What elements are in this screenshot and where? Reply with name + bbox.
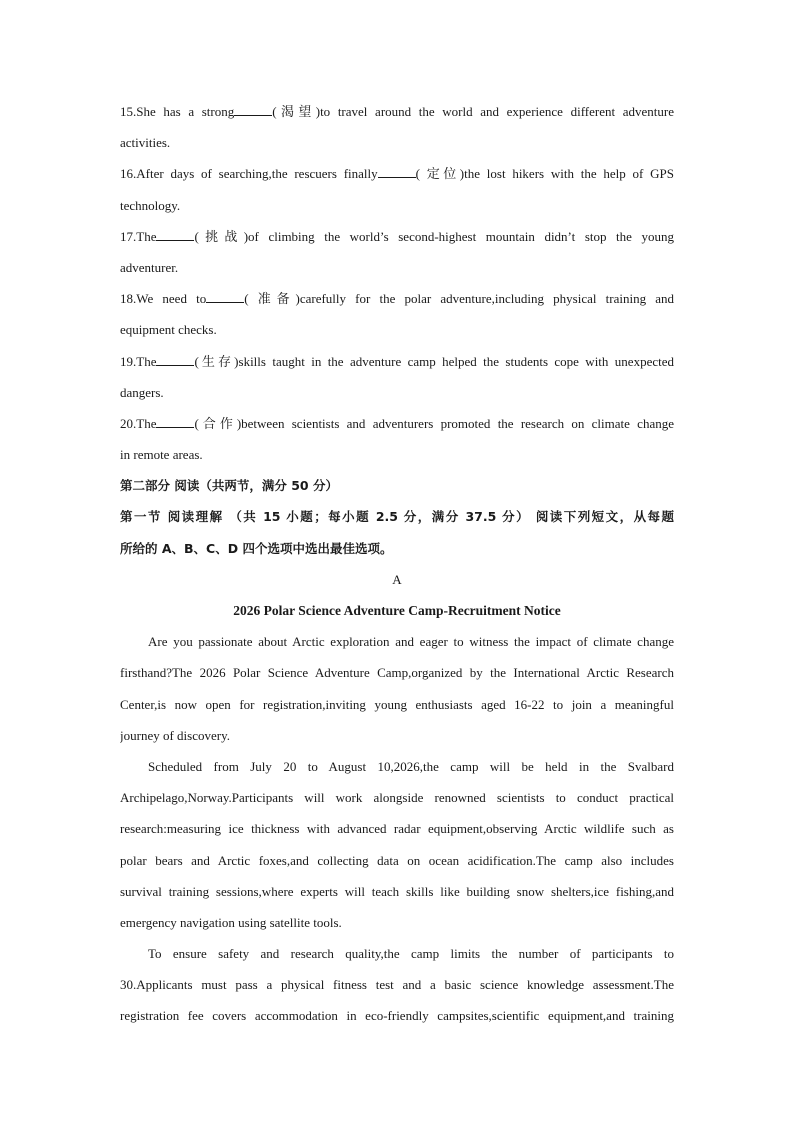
- paragraph-1-line: firsthand?The 2026 Polar Science Adventure Camp,organized by the International Arctic Research: [120, 665, 674, 681]
- question-17-continued: adventurer.: [120, 259, 179, 275]
- section-instructions: 所给的 A、B、C、D 四个选项中选出最佳选项。: [120, 540, 393, 556]
- question-18-text: ( 准备)carefully for the polar adventure,including physical training and: [244, 291, 674, 307]
- answer-blank-16[interactable]: [378, 166, 416, 178]
- paragraph-3-line: 30.Applicants must pass a physical fitness test and a basic science knowledge assessment.The: [120, 977, 674, 993]
- question-15-prefix: 15.She has a strong: [120, 104, 235, 119]
- question-15-continued: activities.: [120, 135, 171, 151]
- question-20-prefix: 20.The: [120, 415, 157, 431]
- question-15: [120, 96, 674, 127]
- part-heading: 第二部分 阅读（共两节，满分 50 分）: [120, 478, 338, 494]
- answer-blank-19[interactable]: [156, 354, 194, 366]
- question-20-text: (合作)between scientists and adventurers promoted the research on climate change: [194, 415, 674, 431]
- question-18-prefix: 18.We need to: [120, 291, 207, 307]
- answer-blank-20[interactable]: [156, 416, 194, 428]
- question-19: [120, 346, 674, 377]
- passage-title: 2026 Polar Science Adventure Camp-Recruitment Notice: [233, 603, 561, 618]
- document-page: [120, 96, 674, 1032]
- question-16-prefix: 16.After days of searching,the rescuers finally: [120, 166, 378, 182]
- question-16: [120, 158, 674, 189]
- paragraph-2-line: survival training sessions,where experts will teach skills like building snow shelters,ice fishing,and: [120, 883, 674, 899]
- paragraph-2-line: Scheduled from July 20 to August 10,2026,the camp will be held in the Svalbard: [148, 758, 674, 774]
- paragraph-3-line: To ensure safety and research quality,the camp limits the number of participants to: [148, 946, 674, 962]
- question-17: [120, 221, 674, 252]
- passage-letter: A: [392, 571, 402, 587]
- section-heading: 第一节 阅读理解 （共 15 小题；每小题 2.5 分，满分 37.5 分） 阅读下列短文，从每题: [120, 509, 674, 525]
- paragraph-1-line: journey of discovery.: [120, 727, 230, 743]
- paragraph-2-line: polar bears and Arctic foxes,and collecting data on ocean acidification.The camp also includes: [120, 852, 674, 868]
- question-16-text: ( 定位)the lost hikers with the help of GPS: [415, 166, 674, 182]
- question-19-continued: dangers.: [120, 384, 164, 400]
- question-19-prefix: 19.The: [120, 353, 157, 369]
- answer-blank-18[interactable]: [206, 291, 244, 303]
- question-16-continued: technology.: [120, 197, 181, 213]
- question-18: [120, 283, 674, 314]
- paragraph-3-line: registration fee covers accommodation in eco-friendly campsites,scientific equipment,and training: [120, 1008, 674, 1024]
- answer-blank-17[interactable]: [156, 229, 194, 241]
- question-15-text: (渴望)to travel around the world and experience different adventure: [272, 104, 674, 119]
- question-20: [120, 408, 674, 439]
- paragraph-2-line: Archipelago,Norway.Participants will work alongside renowned scientists to conduct practical: [120, 790, 674, 806]
- answer-blank-15[interactable]: [234, 104, 272, 116]
- question-18-continued: equipment checks.: [120, 322, 217, 338]
- paragraph-1-line: Center,is now open for registration,inviting young enthusiasts aged 16-22 to join a meaningful: [120, 696, 674, 712]
- question-19-text: (生存)skills taught in the adventure camp helped the students cope with unexpected: [194, 353, 674, 369]
- paragraph-1-line: Are you passionate about Arctic exploration and eager to witness the impact of climate change: [148, 634, 674, 650]
- question-17-prefix: 17.The: [120, 228, 157, 244]
- question-17-text: (挑战)of climbing the world’s second-highest mountain didn’t stop the young: [194, 228, 674, 244]
- paragraph-2-line: emergency navigation using satellite tools.: [120, 914, 342, 930]
- question-20-continued: in remote areas.: [120, 447, 203, 463]
- paragraph-2-line: research:measuring ice thickness with advanced radar equipment,observing Arctic wildlife such as: [120, 821, 674, 837]
